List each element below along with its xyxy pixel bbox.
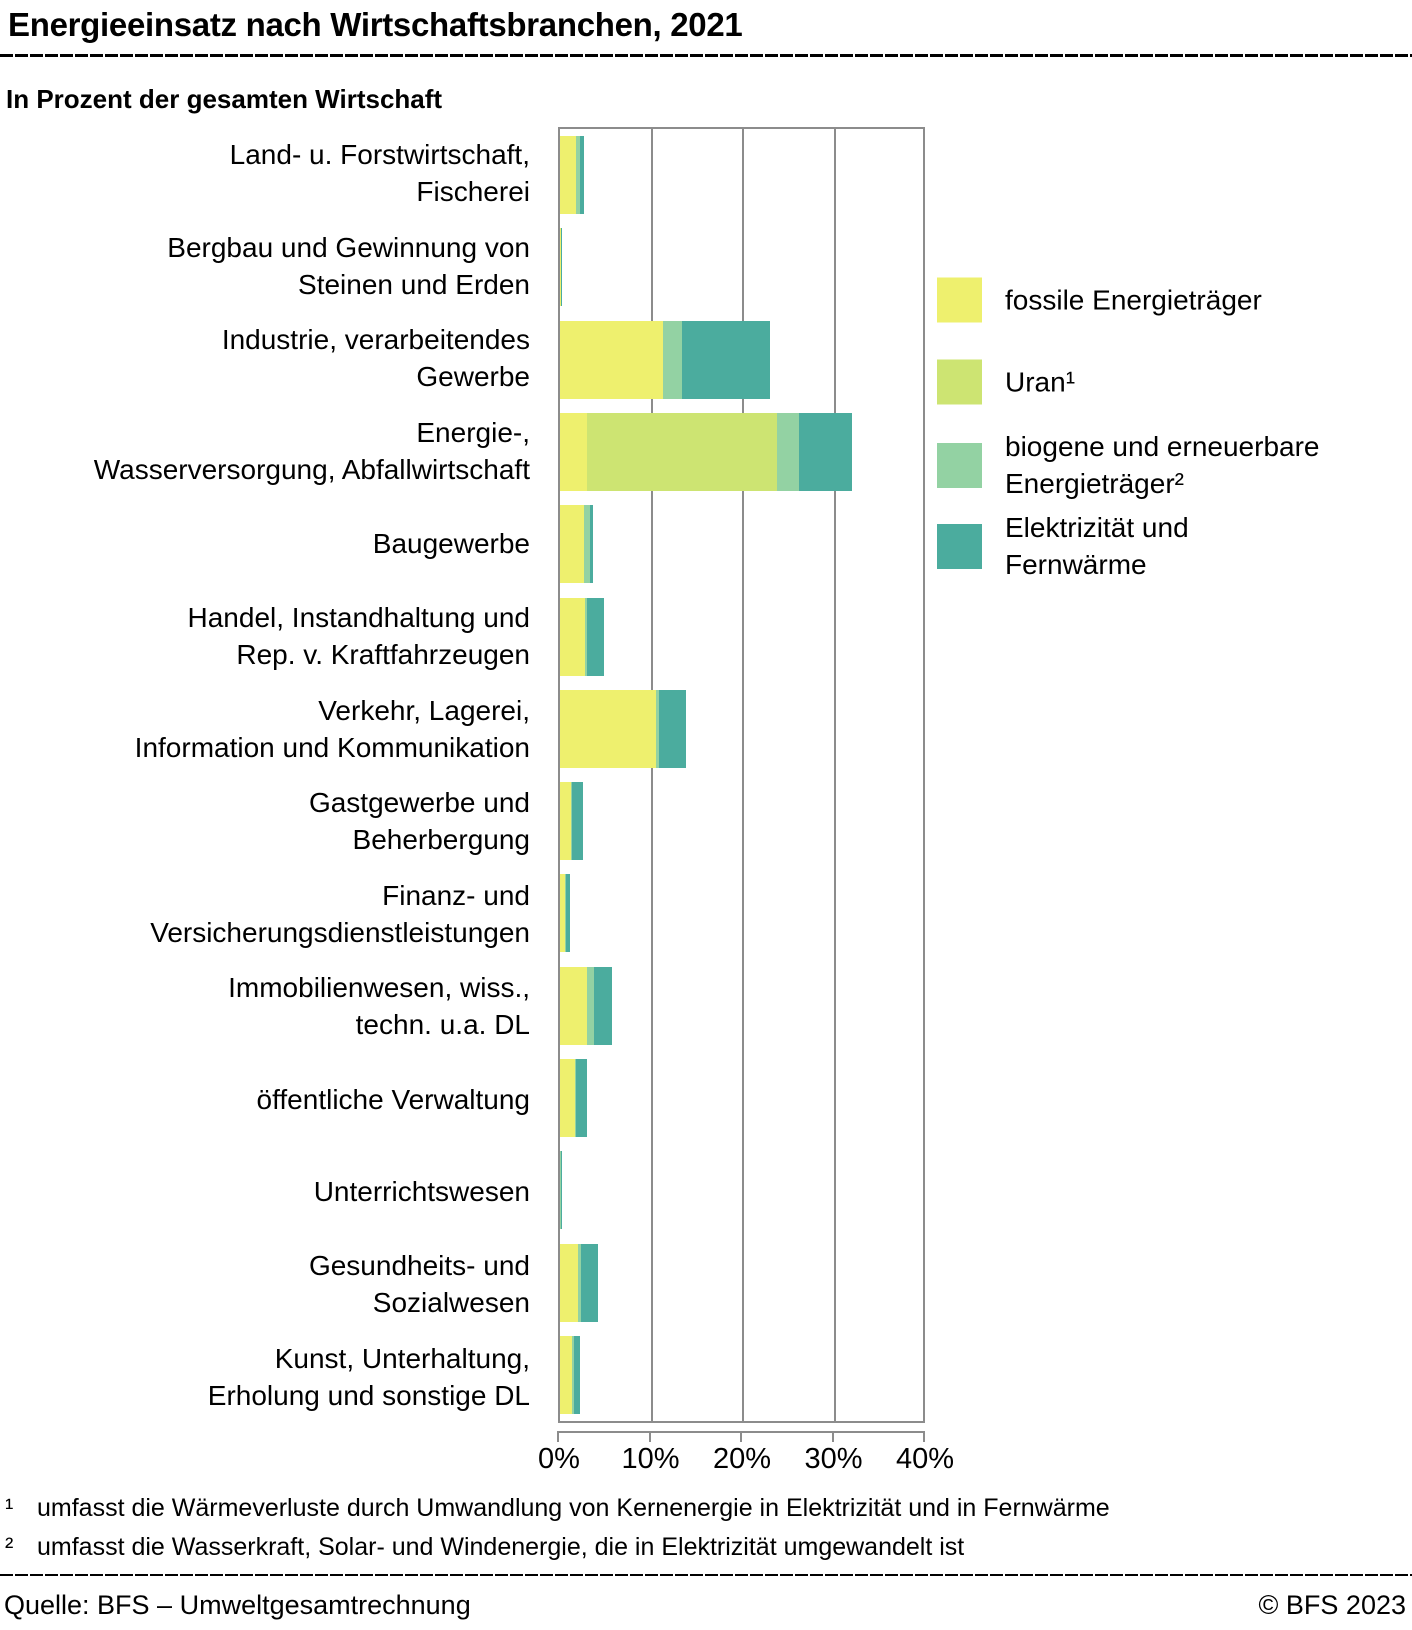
legend-label: Elektrizität und Fernwärme xyxy=(1005,512,1189,580)
bar-row xyxy=(560,1236,923,1328)
x-axis-tick xyxy=(832,1431,834,1442)
bar-row xyxy=(560,590,923,682)
category-label-text: Handel, Instandhaltung und Rep. v. Kraftfahrzeugen xyxy=(187,602,530,671)
bar-segment-biogene xyxy=(663,321,681,399)
legend-label: fossile Energieträger xyxy=(1005,284,1262,316)
bar-segment-fossile xyxy=(560,136,576,214)
x-axis xyxy=(558,1431,925,1433)
legend-swatch-elektrizitaet xyxy=(937,524,982,569)
bar-segment-fossile xyxy=(560,1244,578,1322)
category-label-text: Unterrichtswesen xyxy=(313,1176,530,1208)
bar-segment-fossile xyxy=(560,967,587,1045)
bar-segment-fossile xyxy=(560,690,656,768)
legend-swatch-biogene xyxy=(937,443,982,488)
stacked-bar xyxy=(560,782,583,860)
bar-row xyxy=(560,775,923,867)
bar-segment-elektrizitaet xyxy=(574,1336,580,1414)
category-label xyxy=(0,1053,530,1146)
bar-row xyxy=(560,498,923,590)
bar-row xyxy=(560,314,923,406)
bar-row xyxy=(560,683,923,775)
x-axis-tick xyxy=(649,1431,651,1442)
chart-subtitle: In Prozent der gesamten Wirtschaft xyxy=(6,84,443,114)
category-label xyxy=(0,960,530,1053)
bar-row xyxy=(560,960,923,1052)
bar-segment-elektrizitaet xyxy=(566,874,570,952)
stacked-bar xyxy=(560,1151,562,1229)
footnote-marker: ² xyxy=(5,1533,14,1561)
category-label-text: Baugewerbe xyxy=(372,528,530,560)
footnote-marker: ¹ xyxy=(5,1494,14,1522)
category-label xyxy=(0,1238,530,1331)
legend-item xyxy=(937,360,1075,405)
bar-segment-uran xyxy=(587,413,777,491)
stacked-bar xyxy=(560,228,562,306)
source-text: Quelle: BFS – Umweltgesamtrechnung xyxy=(4,1590,471,1620)
category-label xyxy=(0,682,530,775)
footnote xyxy=(5,1489,1110,1528)
footnote-text: umfasst die Wasserkraft, Solar- und Windenergie, die in Elektrizität umgewandelt ist xyxy=(37,1533,965,1561)
stacked-bar xyxy=(560,598,604,676)
bar-segment-fossile xyxy=(560,413,587,491)
stacked-bar xyxy=(560,413,852,491)
category-axis-labels xyxy=(0,127,530,1423)
category-label-text: Industrie, verarbeitendes Gewerbe xyxy=(221,324,530,393)
category-label-text: Bergbau und Gewinnung von Steinen und Erden xyxy=(167,231,530,300)
bar-row xyxy=(560,129,923,221)
bar-segment-elektrizitaet xyxy=(594,967,612,1045)
bar-segment-elektrizitaet xyxy=(587,598,603,676)
bar-segment-fossile xyxy=(560,1336,572,1414)
bar-row xyxy=(560,1052,923,1144)
page-title: Energieeinsatz nach Wirtschaftsbranchen, 2021 xyxy=(8,6,743,43)
category-label xyxy=(0,775,530,868)
category-label-text: Energie-, Wasserversorgung, Abfallwirtschaft xyxy=(93,417,530,486)
bar-segment-fossile xyxy=(560,598,585,676)
bar-segment-elektrizitaet xyxy=(682,321,770,399)
stacked-bar xyxy=(560,321,770,399)
bar-segment-elektrizitaet xyxy=(590,505,593,583)
x-axis-tick-label: 0% xyxy=(538,1443,580,1475)
category-label xyxy=(0,497,530,590)
legend-item xyxy=(937,278,1262,323)
legend-swatch-fossile xyxy=(937,278,982,323)
legend-item xyxy=(937,428,1319,502)
category-label xyxy=(0,312,530,405)
bar-segment-elektrizitaet xyxy=(572,782,583,860)
x-axis-tick xyxy=(557,1431,559,1442)
plot-area xyxy=(558,127,925,1423)
bar-segment-elektrizitaet xyxy=(580,136,584,214)
bar-row xyxy=(560,1329,923,1421)
x-axis-tick xyxy=(740,1431,742,1442)
legend-label: biogene und erneuerbare Energieträger² xyxy=(1005,431,1320,499)
bar-segment-fossile xyxy=(560,782,571,860)
x-axis-tick xyxy=(923,1431,925,1442)
category-label xyxy=(0,868,530,961)
stacked-bar xyxy=(560,690,686,768)
category-label xyxy=(0,1145,530,1238)
x-axis-tick-label: 10% xyxy=(621,1443,680,1475)
category-label-text: Gastgewerbe und Beherbergung xyxy=(308,787,530,856)
category-label-text: Verkehr, Lagerei, Information und Kommunikation xyxy=(134,694,530,763)
bar-segment-elektrizitaet xyxy=(576,1059,587,1137)
bar-row xyxy=(560,867,923,959)
x-axis-tick-label: 40% xyxy=(895,1443,955,1475)
bar-rows xyxy=(560,129,923,1421)
footnote-text: umfasst die Wärmeverluste durch Umwandlung von Kernenergie in Elektrizität und in Fernwärme xyxy=(37,1494,1110,1522)
category-label-text: Land- u. Forstwirtschaft, Fischerei xyxy=(229,139,530,208)
bar-segment-elektrizitaet xyxy=(799,413,852,491)
bar-segment-fossile xyxy=(560,505,584,583)
category-label xyxy=(0,405,530,498)
category-label xyxy=(0,1331,530,1424)
copyright-text: © BFS 2023 xyxy=(1258,1590,1406,1620)
stacked-bar xyxy=(560,505,593,583)
bar-segment-fossile xyxy=(560,321,663,399)
bar-segment-elektrizitaet xyxy=(561,228,562,306)
legend-item xyxy=(937,509,1189,583)
footer-rule xyxy=(0,1574,1412,1576)
bar-segment-biogene xyxy=(777,413,799,491)
footnote xyxy=(5,1528,1110,1567)
bar-row xyxy=(560,1144,923,1236)
bar-segment-fossile xyxy=(560,1059,575,1137)
legend-swatch-uran xyxy=(937,360,982,405)
legend-label: Uran¹ xyxy=(1005,366,1076,398)
stacked-bar xyxy=(560,136,584,214)
stacked-bar xyxy=(560,1244,598,1322)
category-label xyxy=(0,127,530,220)
bar-row xyxy=(560,221,923,313)
stacked-bar xyxy=(560,874,570,952)
x-axis-tick-label: 20% xyxy=(712,1443,772,1475)
stacked-bar xyxy=(560,1336,580,1414)
category-label-text: Gesundheits- und Sozialwesen xyxy=(308,1250,530,1319)
bar-segment-elektrizitaet xyxy=(581,1244,597,1322)
x-axis-tick-label: 30% xyxy=(804,1443,863,1475)
category-label-text: öffentliche Verwaltung xyxy=(256,1083,530,1115)
category-label xyxy=(0,590,530,683)
category-label-text: Immobilienwesen, wiss., techn. u.a. DL xyxy=(228,972,530,1041)
category-label-text: Kunst, Unterhaltung, Erholung und sonstige DL xyxy=(207,1342,530,1411)
title-rule xyxy=(0,54,1412,57)
stacked-bar xyxy=(560,1059,587,1137)
stacked-bar xyxy=(560,967,612,1045)
bar-segment-elektrizitaet xyxy=(561,1151,562,1229)
footnotes xyxy=(5,1489,1110,1567)
category-label xyxy=(0,220,530,313)
bar-segment-elektrizitaet xyxy=(659,690,686,768)
bar-row xyxy=(560,406,923,498)
category-label-text: Finanz- und Versicherungsdienstleistungen xyxy=(150,879,530,948)
